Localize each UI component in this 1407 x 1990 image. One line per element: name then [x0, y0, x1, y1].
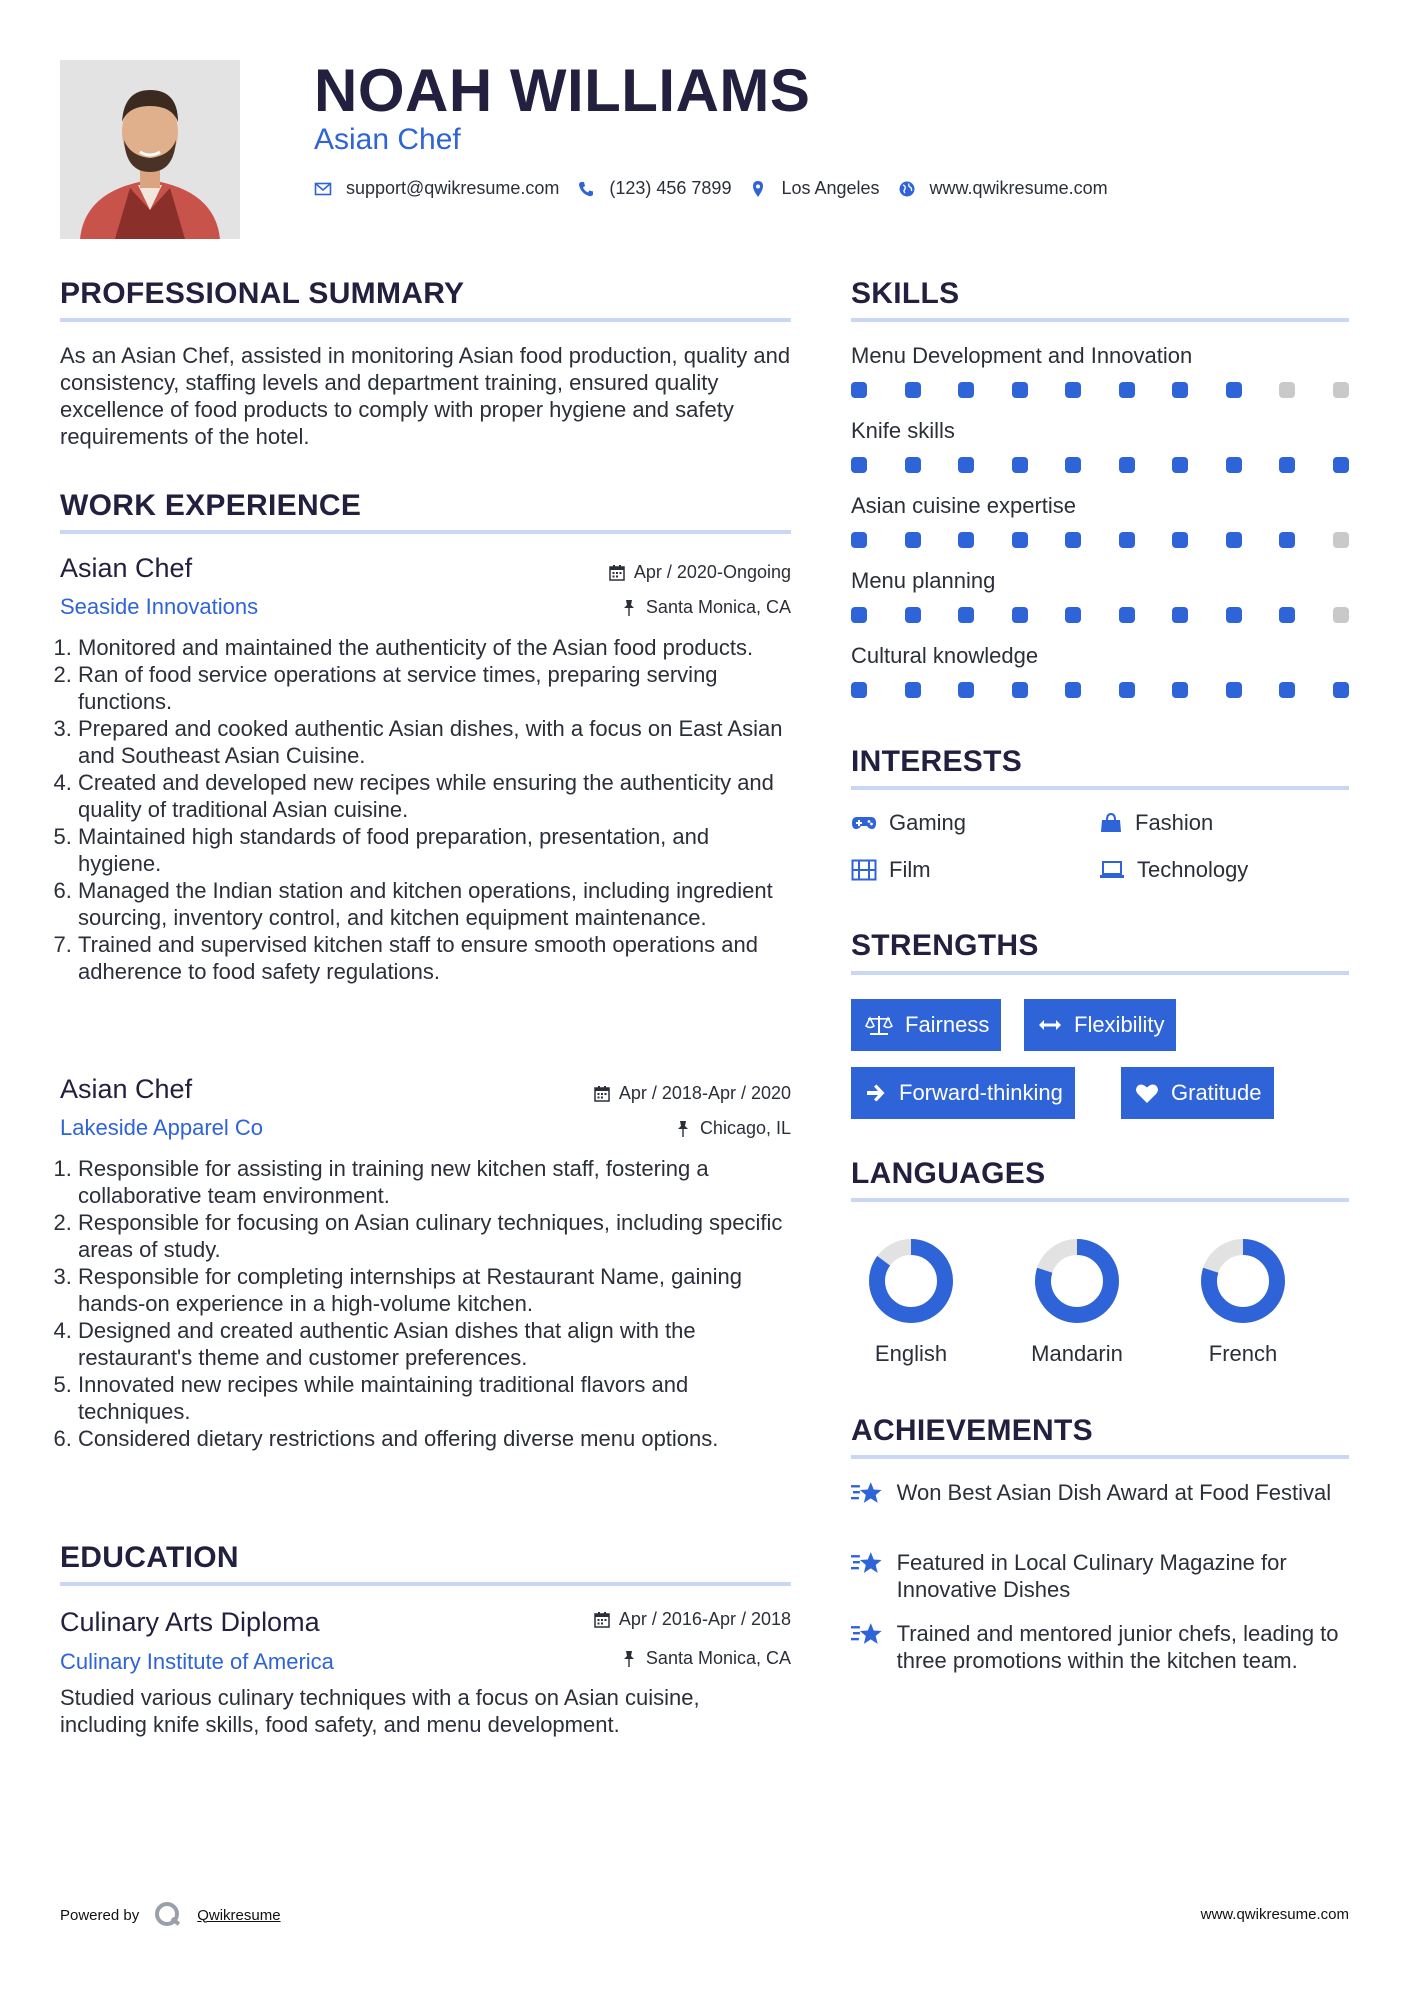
skill-dot-filled — [851, 607, 867, 623]
summary-divider — [60, 318, 791, 322]
pushpin-icon — [674, 1120, 692, 1138]
contact-email[interactable] — [314, 178, 559, 199]
contact-location — [749, 178, 879, 199]
skill-dot-filled — [1119, 457, 1135, 473]
strength-label: Flexibility — [1074, 1012, 1165, 1037]
interest-technology — [1099, 856, 1248, 883]
skill-dot-filled — [1279, 682, 1295, 698]
envelope-icon — [314, 180, 332, 198]
skill-dot-filled — [1012, 682, 1028, 698]
education-heading: EDUCATION — [60, 1541, 239, 1574]
job-2-date — [593, 1083, 791, 1104]
interest-gaming — [851, 809, 966, 836]
strength-badge-flexibility — [1024, 999, 1176, 1051]
job-1-location-text: Santa Monica, CA — [645, 597, 791, 617]
achievements-heading: ACHIEVEMENTS — [851, 1414, 1093, 1447]
education-text: Studied various culinary techniques with a focus on Asian cuisine, including knife skills, food safety, and menu development. — [60, 1685, 700, 1737]
skill-dot-filled — [958, 382, 974, 398]
gamepad-icon — [851, 813, 877, 833]
list-item: 5. Innovated new recipes while maintaining traditional flavors and techniques. — [78, 1371, 791, 1425]
candidate-name: NOAH WILLIAMS — [314, 57, 811, 124]
language-donut-french — [1183, 1222, 1303, 1340]
skill-dot-filled — [1172, 532, 1188, 548]
skill-dot-filled — [905, 457, 921, 473]
contact-phone[interactable] — [577, 178, 731, 199]
phone-icon — [577, 180, 595, 198]
skill-label: Cultural knowledge — [851, 643, 1039, 668]
list-item: 2. Ran of food service operations at service times, preparing serving functions. — [78, 661, 791, 715]
skill-dot-filled — [1333, 682, 1349, 698]
job-1-date — [608, 562, 791, 583]
list-item: 6. Managed the Indian station and kitchen operations, including ingredient sourcing, inventory control, and kitchen equipment maintenance. — [78, 877, 791, 931]
interest-film — [851, 856, 931, 883]
skill-label: Knife skills — [851, 418, 955, 443]
skill-dot-filled — [1012, 382, 1028, 398]
list-item: 5. Maintained high standards of food preparation, presentation, and hygiene. — [78, 823, 791, 877]
candidate-role: Asian Chef — [314, 123, 461, 156]
achievement-text: Featured in Local Culinary Magazine for Innovative Dishes — [896, 1550, 1287, 1602]
profile-photo — [60, 60, 240, 239]
strength-badge-gratitude — [1121, 1067, 1274, 1119]
interest-fashion — [1099, 809, 1213, 836]
education-location-text: Santa Monica, CA — [645, 1648, 791, 1668]
skill-dot-empty — [1333, 532, 1349, 548]
skill-dot-filled — [1119, 382, 1135, 398]
skill-dot-filled — [958, 607, 974, 623]
language-label-french: French — [1208, 1341, 1278, 1366]
achievement-item — [851, 1479, 1351, 1507]
job-2-company[interactable]: Lakeside Apparel Co — [60, 1115, 264, 1140]
skill-dot-filled — [1065, 607, 1081, 623]
language-donut-mandarin — [1017, 1222, 1137, 1340]
summary-text: As an Asian Chef, assisted in monitoring Asian food production, quality and consistency, staffing levels and department training, ensured quality excellence of food products to comply with proper hygiene and safety requirements of the hotel. — [60, 343, 791, 449]
skill-dot-filled — [1012, 532, 1028, 548]
education-school[interactable]: Culinary Institute of America — [60, 1649, 334, 1674]
qwikresume-logo-icon — [153, 1900, 183, 1930]
skill-dot-filled — [1333, 457, 1349, 473]
skill-dot-filled — [1279, 457, 1295, 473]
skill-dot-filled — [1065, 532, 1081, 548]
job-1-title: Asian Chef — [60, 553, 193, 583]
skill-dot-empty — [1333, 607, 1349, 623]
powered-by-text: Powered by — [60, 1906, 140, 1924]
job-2-location — [674, 1118, 791, 1139]
list-item: 3. Responsible for completing internships at Restaurant Name, gaining hands-on experience in a high-volume kitchen. — [78, 1263, 791, 1317]
shooting-star-icon — [851, 1479, 883, 1507]
strength-label: Fairness — [905, 1012, 990, 1037]
calendar-icon — [593, 1085, 611, 1103]
laptop-icon — [1099, 860, 1125, 880]
education-degree: Culinary Arts Diploma — [60, 1607, 320, 1637]
list-item: 3. Prepared and cooked authentic Asian dishes, with a focus on East Asian and Southeast Asian Cuisine. — [78, 715, 791, 769]
phone-text: (123) 456 7899 — [609, 178, 732, 198]
calendar-icon — [593, 1611, 611, 1629]
language-label-english: English — [874, 1341, 948, 1366]
language-donut-english — [851, 1222, 971, 1340]
arrows-horizontal-icon — [1038, 1016, 1062, 1034]
skills-heading: SKILLS — [851, 277, 960, 310]
list-item: 1. Monitored and maintained the authenticity of the Asian food products. — [78, 634, 791, 661]
achievement-text: Won Best Asian Dish Award at Food Festival — [896, 1480, 1332, 1505]
skill-dot-empty — [1333, 382, 1349, 398]
summary-heading: PROFESSIONAL SUMMARY — [60, 277, 465, 310]
skill-dot-filled — [1226, 457, 1242, 473]
skills-divider — [851, 318, 1349, 322]
globe-icon — [898, 180, 916, 198]
achievement-item — [851, 1620, 1351, 1674]
skill-dot-filled — [958, 532, 974, 548]
job-2-bullets — [60, 1155, 791, 1452]
job-1-location — [620, 597, 791, 618]
skill-dot-filled — [1279, 607, 1295, 623]
experience-heading: WORK EXPERIENCE — [60, 489, 362, 522]
languages-heading: LANGUAGES — [851, 1157, 1046, 1190]
balance-scale-icon — [865, 1014, 893, 1036]
shooting-star-icon — [851, 1549, 883, 1577]
strength-badge-forward-thinking — [851, 1067, 1075, 1119]
languages-divider — [851, 1198, 1349, 1202]
skill-dot-filled — [851, 682, 867, 698]
skill-dot-filled — [1065, 682, 1081, 698]
skill-dot-filled — [905, 382, 921, 398]
location-text: Los Angeles — [781, 178, 880, 198]
interest-label: Fashion — [1135, 810, 1214, 835]
strength-label: Forward-thinking — [899, 1080, 1063, 1105]
skill-dot-filled — [958, 682, 974, 698]
skill-dot-empty — [1279, 382, 1295, 398]
experience-divider — [60, 530, 791, 534]
list-item: 2. Responsible for focusing on Asian culinary techniques, including specific areas of study. — [78, 1209, 791, 1263]
skill-dot-filled — [1226, 682, 1242, 698]
list-item: 6. Considered dietary restrictions and offering diverse menu options. — [78, 1425, 791, 1452]
skill-rating-dots — [851, 457, 1349, 473]
interest-label: Technology — [1137, 857, 1249, 882]
email-text: support@qwikresume.com — [346, 178, 560, 198]
strength-label: Gratitude — [1171, 1080, 1262, 1105]
person-portrait-icon — [60, 60, 240, 239]
skill-dot-filled — [1012, 457, 1028, 473]
achievements-divider — [851, 1455, 1349, 1459]
skill-dot-filled — [905, 607, 921, 623]
website-text: www.qwikresume.com — [929, 178, 1108, 198]
achievement-item — [851, 1549, 1351, 1603]
skill-label: Menu planning — [851, 568, 996, 593]
skill-dot-filled — [1226, 607, 1242, 623]
skill-label: Menu Development and Innovation — [851, 343, 1193, 368]
qwikresume-link[interactable]: Qwikresume — [197, 1906, 281, 1924]
skill-dot-filled — [1172, 457, 1188, 473]
shopping-bag-icon — [1099, 812, 1123, 834]
footer-powered-by — [60, 1900, 281, 1930]
education-date — [593, 1609, 791, 1630]
heart-icon — [1135, 1082, 1159, 1104]
strengths-heading: STRENGTHS — [851, 929, 1039, 962]
education-divider — [60, 1582, 791, 1586]
skill-rating-dots — [851, 682, 1349, 698]
skill-dot-filled — [905, 532, 921, 548]
film-icon — [851, 859, 877, 881]
skill-label: Asian cuisine expertise — [851, 493, 1077, 518]
achievement-text: Trained and mentored junior chefs, leading to three promotions within the kitchen team. — [896, 1621, 1339, 1673]
list-item: 4. Created and developed new recipes while ensuring the authenticity and quality of traditional Asian cuisine. — [78, 769, 791, 823]
skill-dot-filled — [958, 457, 974, 473]
job-2-location-text: Chicago, IL — [699, 1118, 791, 1138]
job-1-date-text: Apr / 2020-Ongoing — [633, 562, 791, 582]
list-item: 1. Responsible for assisting in training new kitchen staff, fostering a collaborative team environment. — [78, 1155, 791, 1209]
skill-dot-filled — [1172, 682, 1188, 698]
job-2-title: Asian Chef — [60, 1074, 193, 1104]
job-2-date-text: Apr / 2018-Apr / 2020 — [618, 1083, 791, 1103]
strength-badge-fairness — [851, 999, 1001, 1051]
skill-dot-filled — [905, 682, 921, 698]
interest-label: Film — [889, 857, 931, 882]
list-item: 7. Trained and supervised kitchen staff to ensure smooth operations and adherence to food safety regulations. — [78, 931, 791, 985]
shooting-star-icon — [851, 1620, 883, 1648]
strengths-divider — [851, 971, 1349, 975]
skill-dot-filled — [851, 532, 867, 548]
skill-dot-filled — [1226, 532, 1242, 548]
skill-dot-filled — [1226, 382, 1242, 398]
footer-website[interactable]: www.qwikresume.com — [1200, 1906, 1349, 1923]
job-1-company[interactable]: Seaside Innovations — [60, 594, 259, 619]
education-location — [620, 1648, 791, 1669]
skill-dot-filled — [1119, 682, 1135, 698]
skill-dot-filled — [1172, 382, 1188, 398]
skill-rating-dots — [851, 532, 1349, 548]
skill-dot-filled — [1065, 457, 1081, 473]
skill-dot-filled — [1012, 607, 1028, 623]
pushpin-icon — [620, 1650, 638, 1668]
skill-dot-filled — [1065, 382, 1081, 398]
skill-dot-filled — [1119, 532, 1135, 548]
skill-dot-filled — [1119, 607, 1135, 623]
skill-dot-filled — [1279, 532, 1295, 548]
skill-dot-filled — [851, 457, 867, 473]
list-item: 4. Designed and created authentic Asian dishes that align with the restaurant's theme and customer preferences. — [78, 1317, 791, 1371]
job-1-bullets — [60, 634, 791, 985]
skill-rating-dots — [851, 607, 1349, 623]
contact-bar — [314, 178, 1126, 199]
interest-label: Gaming — [889, 810, 967, 835]
language-label-mandarin: Mandarin — [1031, 1341, 1123, 1366]
contact-website[interactable] — [898, 178, 1108, 199]
map-pin-icon — [749, 180, 767, 198]
calendar-icon — [608, 564, 626, 582]
education-date-text: Apr / 2016-Apr / 2018 — [618, 1609, 791, 1629]
pushpin-icon — [620, 599, 638, 617]
skill-dot-filled — [851, 382, 867, 398]
interests-heading: INTERESTS — [851, 745, 1023, 778]
arrow-right-icon — [865, 1083, 887, 1103]
skill-dot-filled — [1172, 607, 1188, 623]
skill-rating-dots — [851, 382, 1349, 398]
interests-divider — [851, 786, 1349, 790]
